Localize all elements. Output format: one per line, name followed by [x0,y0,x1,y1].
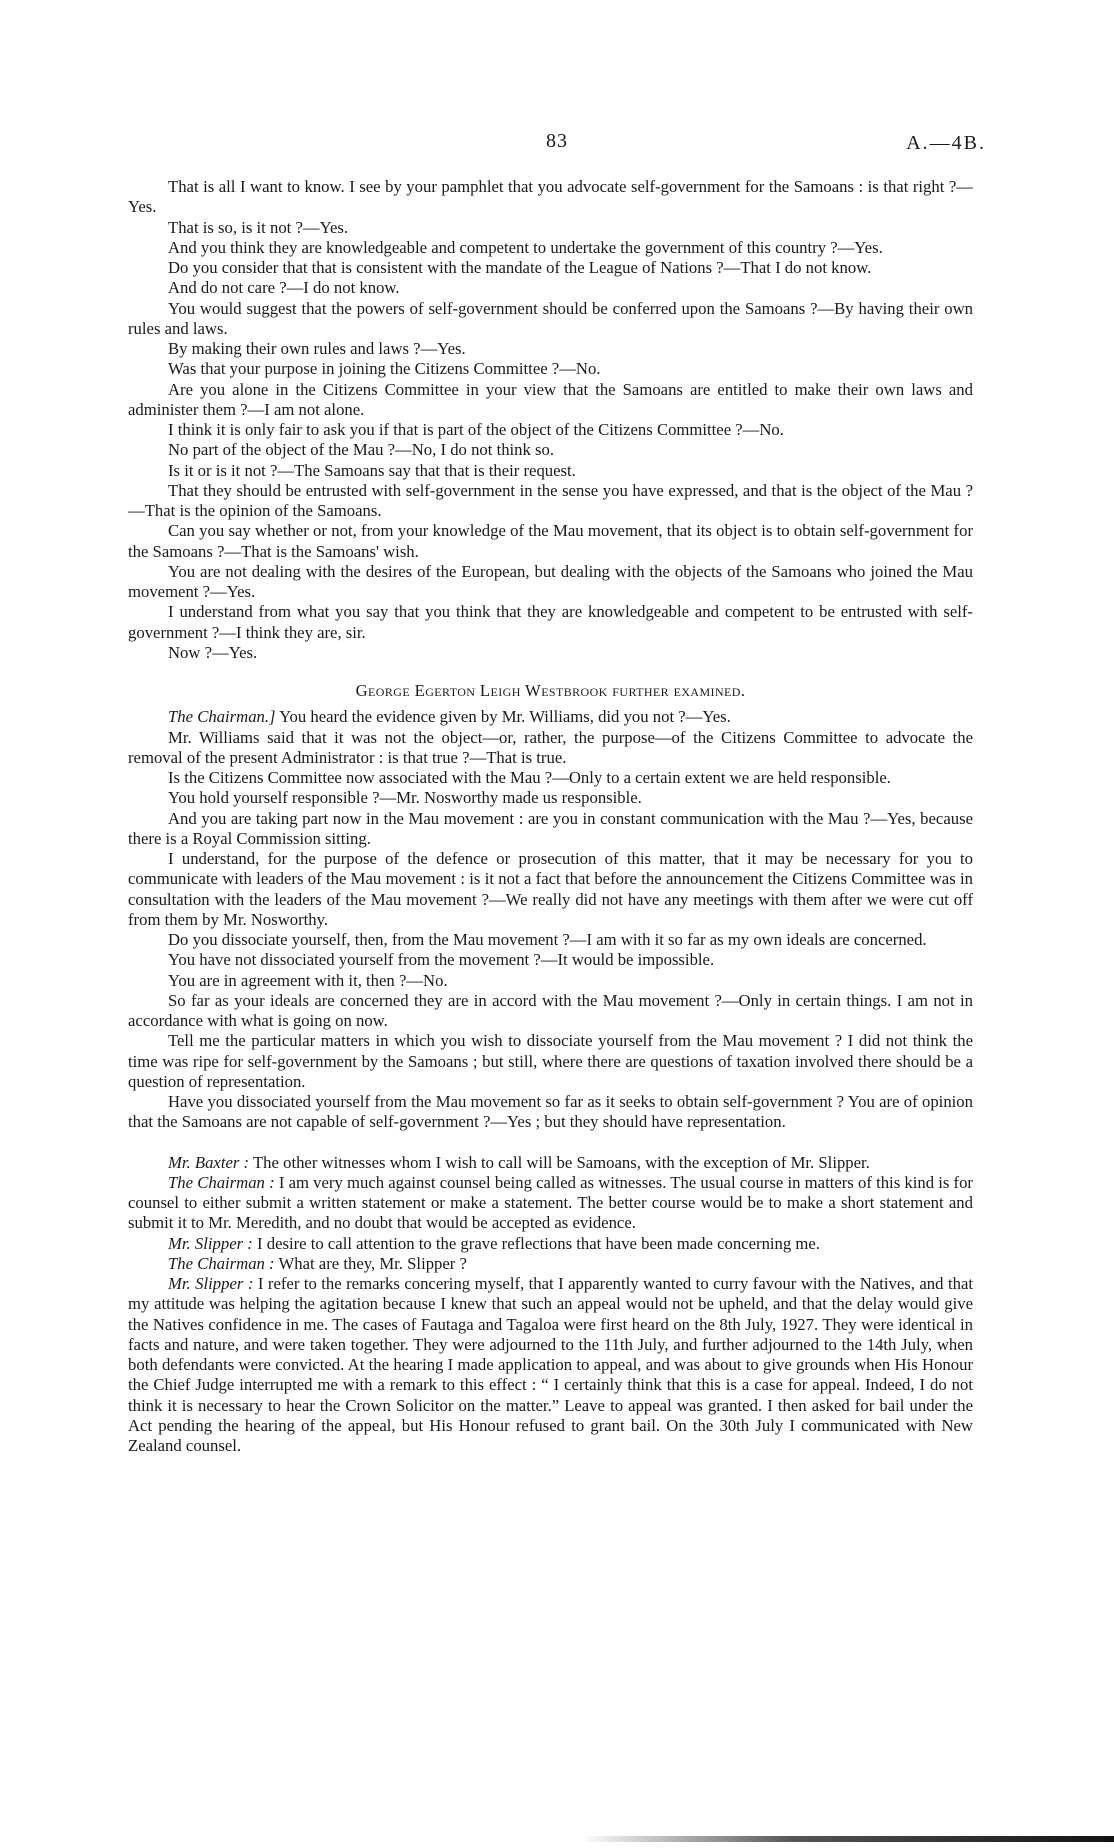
paragraph: I think it is only fair to ask you if that is part of the object of the Citizens Committee ?—No. [168,420,784,439]
paragraph: You hold yourself responsible ?—Mr. Nosworthy made us responsible. [168,788,642,808]
paragraph [128,1254,973,1274]
paragraph [128,1234,973,1254]
paragraph: Can you say whether or not, from your knowledge of the Mau movement, that its object is to obtain self-government for the Samoans ?—That is the Samoans' wish. [128,521,973,561]
paragraph: Have you dissociated yourself from the Mau movement so far as it seeks to obtain self-government ? You are of opinion that the Samoans are not capable of self-government ?—Yes ; but they should have representation. [128,1092,973,1132]
paragraph: Tell me the particular matters in which you wish to dissociate yourself from the Mau movement ? I did not think the time was ripe for self-government by the Samoans ; but still, where there are questions of taxation involved there should be a question of representation. [128,1031,973,1091]
section-gap [128,1133,973,1153]
paragraph: That is all I want to know. I see by your pamphlet that you advocate self-government for the Samoans : is that right ?—Yes. [128,177,973,217]
examination-section-1 [128,177,973,663]
speaker-label: The Chairman.] [168,707,276,727]
paragraph: By making their own rules and laws ?—Yes. [168,339,466,358]
document-reference: A.—4B. [906,132,986,154]
paragraph [128,1274,973,1456]
paragraph-text: You heard the evidence given by Mr. Williams, did you not ?—Yes. [275,707,731,727]
paragraph [128,1153,973,1173]
paragraph-text: The other witnesses whom I wish to call will be Samoans, with the exception of Mr. Slipper. [249,1152,870,1172]
speaker-label: The Chairman : [168,1253,275,1273]
paragraph [128,1173,973,1234]
paragraph: You would suggest that the powers of self-government should be conferred upon the Samoans ?—By having their own rules and laws. [128,298,973,338]
paragraph-text: What are they, Mr. Slipper ? [274,1253,467,1273]
paragraph: Is the Citizens Committee now associated with the Mau ?—Only to a certain extent we are held responsible. [168,768,891,787]
paragraph-text: I refer to the remarks concering myself, that I apparently wanted to curry favour with the Natives, and that my attitude was helping the agitation because I knew that such an appeal would not be upheld, and that the delay would give the Natives confidence in me. The cases of Fautaga and Tagaloa were first heard on the 8th July, 1927. They were identical in facts and nature, and were taken together. They were adjourned to the 11th July, and further adjourned to the 14th July, when both defendants were convicted. At the hearing I made application to appeal, and was about to give grounds when His Honour the Chief Judge interrupted me with a remark to this effect : “ I certainly think that this is a case for appeal. Indeed, I do not think it is necessary to hear the Crown Solicitor on the matter.” Leave to appeal was granted. I then asked for bail under the Act pending the hearing of the appeal, but His Honour refused to grant bail. On the 30th July I communicated with New Zealand counsel. [128,1274,973,1455]
paragraph: You are not dealing with the desires of the European, but dealing with the objects of the Samoans who joined the Mau movement ?—Yes. [128,561,973,601]
speaker-label: Mr. Slipper : [168,1274,254,1293]
paragraph: I understand, for the purpose of the defence or prosecution of this matter, that it may be necessary for you to communicate with leaders of the Mau movement : is it not a fact that before the announcement the Citizens Committee was in consultation with the leaders of the Mau movement ?—We really did not have any meetings with them after we were cut off from them by Mr. Nosworthy. [128,849,973,929]
paragraph-text: I am very much against counsel being called as witnesses. The usual course in matters of this kind is for counsel to either submit a written statement or make a statement. The better course would be to make a short statement and submit it to Mr. Meredith, and no doubt that would be accepted as evidence. [128,1172,973,1233]
paragraph-text: I desire to call attention to the grave reflections that have been made concerning me. [252,1233,820,1253]
paragraph: Was that your purpose in joining the Citizens Committee ?—No. [168,359,601,379]
paragraph: That they should be entrusted with self-government in the sense you have expressed, and that is the object of the Mau ?—That is the opinion of the Samoans. [128,480,973,520]
paragraph: Is it or is it not ?—The Samoans say that that is their request. [168,460,576,480]
paragraph: And do not care ?—I do not know. [168,278,400,298]
statement-section [128,1153,973,1457]
paragraph: Do you consider that that is consistent with the mandate of the League of Nations ?—That I do not know. [168,258,872,277]
page-number: 83 [546,130,568,152]
page-edge-shadow [580,1836,1114,1842]
paragraph: Do you dissociate yourself, then, from the Mau movement ?—I am with it so far as my own ideals are concerned. [168,930,927,949]
paragraph: Now ?—Yes. [168,642,258,662]
paragraph: And you think they are knowledgeable and competent to undertake the government of this country ?—Yes. [168,237,883,257]
paragraph: I understand from what you say that you think that they are knowledgeable and competent to be entrusted with self-government ?—I think they are, sir. [128,602,973,642]
paragraph: You are in agreement with it, then ?—No. [168,970,448,990]
witness-heading: George Egerton Leigh Westbrook further examined. [355,681,746,700]
speaker-label: The Chairman : [168,1172,275,1192]
speaker-label: Mr. Slipper : [168,1233,253,1253]
paragraph: No part of the object of the Mau ?—No, I do not think so. [168,440,555,460]
paragraph: Are you alone in the Citizens Committee in your view that the Samoans are entitled to make their own laws and administer them ?—I am not alone. [128,379,973,419]
paragraph [128,707,973,727]
document-body [128,177,973,1456]
paragraph: So far as your ideals are concerned they are in accord with the Mau movement ?—Only in certain things. I am not in accordance with what is going on now. [128,990,973,1030]
paragraph: Mr. Williams said that it was not the object—or, rather, the purpose—of the Citizens Committee to advocate the removal of the present Administrator : is that true ?—That is true. [128,727,973,767]
speaker-label: Mr. Baxter : [168,1152,250,1172]
paragraph: You have not dissociated yourself from the movement ?—It would be impossible. [168,950,715,970]
examination-section-2 [128,707,973,1132]
paragraph: And you are taking part now in the Mau movement : are you in constant communication with the Mau ?—Yes, because there is a Royal Commission sitting. [128,808,973,848]
paragraph: That is so, is it not ?—Yes. [168,217,349,237]
